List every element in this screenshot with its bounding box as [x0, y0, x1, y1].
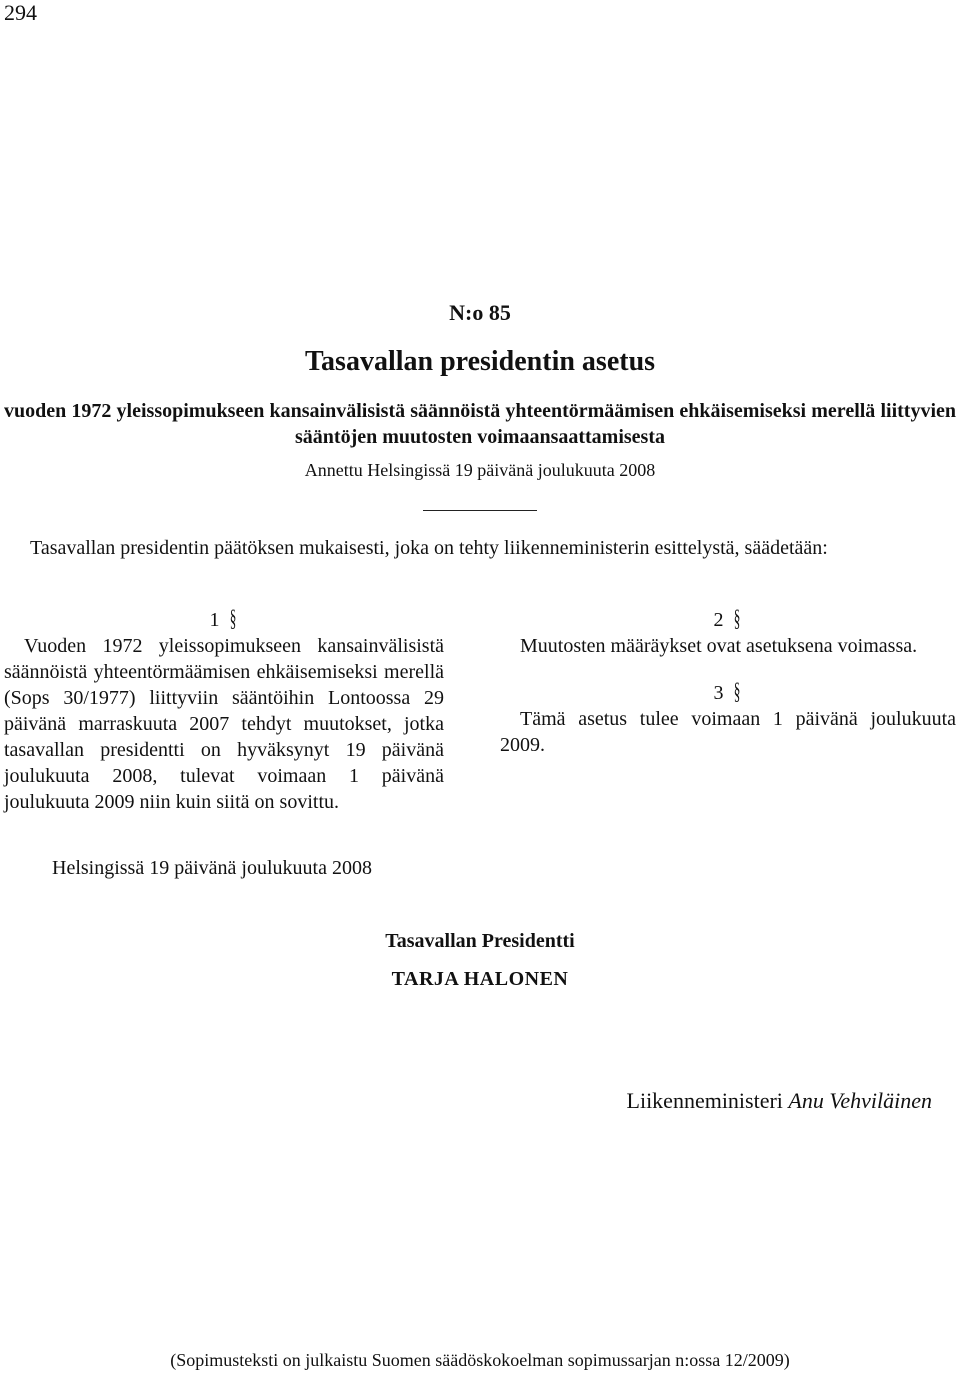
place-and-date: Helsingissä 19 päivänä joulukuuta 2008: [52, 857, 372, 879]
minister-title: Liikenneministeri: [626, 1088, 783, 1113]
document-subtitle: vuoden 1972 yleissopimukseen kansainvälisistä säännöistä yhteentörmäämisen ehkäisemiseksi merellä liittyvien sääntöjen muutosten voimaansaattamisesta: [4, 400, 956, 448]
minister-name: Anu Vehviläinen: [788, 1088, 932, 1113]
footnote: (Sopimusteksti on julkaistu Suomen säädöskokoelman sopimussarjan n:ossa 12/2009): [170, 1350, 790, 1370]
signature-name: TARJA HALONEN: [391, 968, 569, 990]
section-text-3: Tämä asetus tulee voimaan 1 päivänä joulukuuta 2009.: [500, 708, 956, 756]
section-symbol: §: [229, 606, 236, 632]
left-column: [4, 606, 444, 815]
section-number: 1: [209, 609, 220, 631]
separator-rule: [423, 510, 537, 511]
section-text-1: Vuoden 1972 yleissopimukseen kansainvälisistä säännöistä yhteentörmäämisen ehkäisemiseksi merellä (Sops 30/1977) liittyviin sääntöihin Lontoossa 29 päivänä marraskuuta 2007 tehdyt muutokset, jotka tasavallan presidentti on hyväksynyt 19 päivänä joulukuuta 2008, tulevat voimaan 1 päivänä joulukuuta 2009 niin kuin siitä on sovittu.: [4, 635, 444, 813]
minister-signature: [627, 1088, 932, 1114]
document-title: Tasavallan presidentin asetus: [304, 346, 656, 377]
intro-paragraph: Tasavallan presidentin päätöksen mukaisesti, joka on tehty liikenneministerin esittelystä, säädetään:: [30, 537, 828, 559]
section-number: 2: [713, 609, 724, 631]
section-symbol: §: [733, 606, 740, 632]
statute-number: N:o 85: [449, 300, 511, 325]
section-heading-1: [4, 606, 444, 633]
section-gap: [500, 659, 956, 679]
section-heading-2: [500, 606, 956, 633]
given-line: Annettu Helsingissä 19 päivänä joulukuuta 2008: [304, 460, 656, 480]
section-text-2: Muutosten määräykset ovat asetuksena voimassa.: [520, 635, 918, 657]
section-number: 3: [713, 682, 724, 704]
section-heading-3: [500, 679, 956, 706]
page-number: 294: [4, 0, 37, 25]
section-symbol: §: [733, 679, 740, 705]
signature-title: Tasavallan Presidentti: [385, 930, 575, 952]
right-column: [500, 606, 956, 758]
